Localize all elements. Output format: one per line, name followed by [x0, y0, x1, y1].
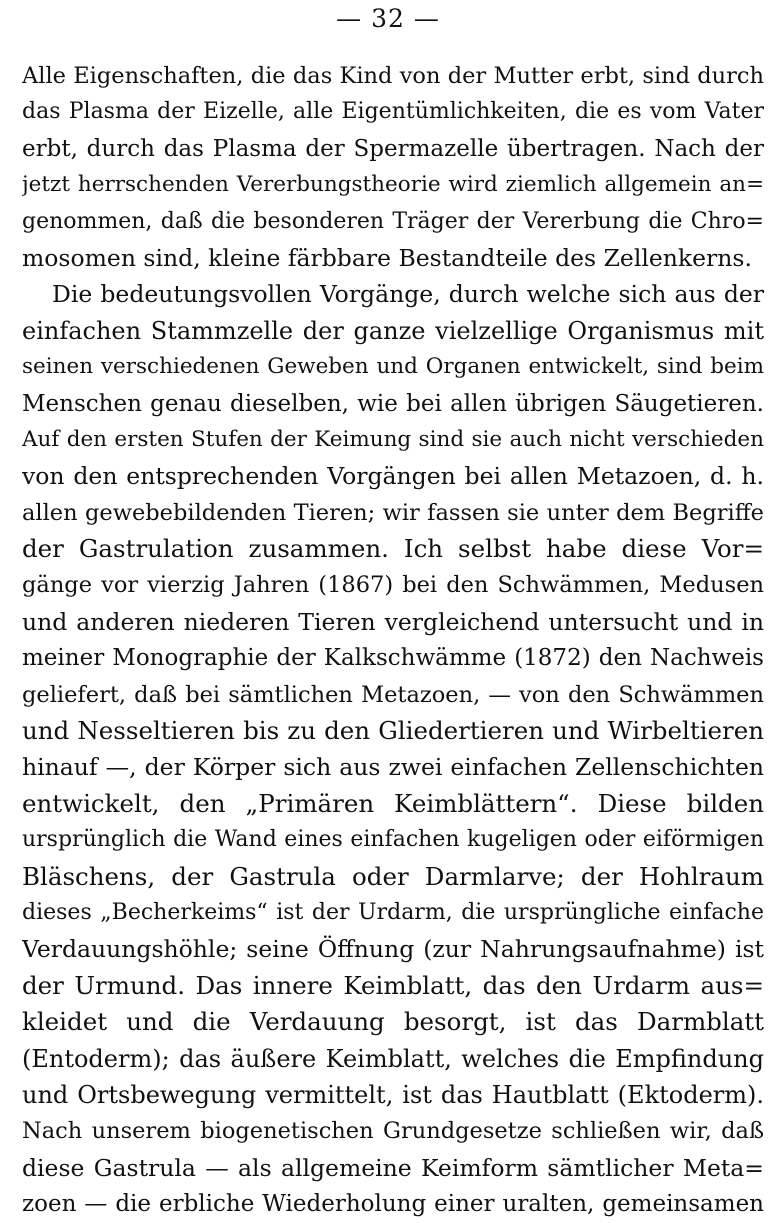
text-line: allen gewebebildenden Tieren; wir fassen sie unter dem Begriffe — [22, 499, 764, 526]
text-line: und Nesseltieren bis zu den Gliedertieren und Wirbeltieren — [22, 716, 764, 746]
text-line: dieses „Becherkeims“ ist der Urdarm, die ursprüngliche einfache — [22, 899, 764, 925]
text-line: und Ortsbewegung vermittelt, ist das Hautblatt (Ektoderm). — [22, 1080, 764, 1109]
text-line: Nach unserem biogenetischen Grundgesetze schließen wir, daß — [22, 1118, 764, 1145]
text-line: einfachen Stammzelle der ganze vielzellige Organismus mit — [22, 316, 764, 345]
text-line: der Gastrulation zusammen. Ich selbst habe diese Vor= — [22, 534, 764, 564]
text-line: Bläschens, der Gastrula oder Darmlarve; der Hohlraum — [22, 861, 764, 891]
text-line: meiner Monographie der Kalkschwämme (1872) den Nachweis — [22, 645, 764, 672]
body-text — [22, 58, 764, 1223]
text-line: (Entoderm); das äußere Keimblatt, welches die Empfindung — [22, 1044, 764, 1073]
text-line: erbt, durch das Plasma der Spermazelle übertragen. Nach der — [22, 135, 764, 162]
text-line: mosomen sind, kleine färbbare Bestandteile des Zellenkerns. — [22, 243, 752, 272]
text-line: entwickelt, den „Primären Keimblättern“. Diese bilden — [22, 788, 764, 818]
text-line: diese Gastrula — als allgemeine Keimform sämtlicher Meta= — [22, 1153, 764, 1182]
text-line: kleidet und die Verdauung besorgt, ist das Darmblatt — [22, 1007, 764, 1037]
text-line: geliefert, daß bei sämtlichen Metazoen, — von den Schwämmen — [22, 681, 764, 708]
text-line: gänge vor vierzig Jahren (1867) bei den Schwämmen, Medusen — [22, 572, 764, 599]
text-line: Verdauungshöhle; seine Öffnung (zur Nahrungsaufnahme) ist — [22, 935, 764, 964]
text-line: und anderen niederen Tieren vergleichend untersucht und in — [22, 607, 764, 636]
text-line: jetzt herrschenden Vererbungstheorie wird ziemlich allgemein an= — [22, 172, 764, 198]
text-line: ursprünglich die Wand eines einfachen kugeligen oder eiförmigen — [22, 827, 764, 853]
text-line: der Urmund. Das innere Keimblatt, das den Urdarm aus= — [22, 970, 764, 1000]
text-line: Auf den ersten Stufen der Keimung sind sie auch nicht verschieden — [22, 426, 764, 452]
text-line: zoen — die erbliche Wiederholung einer uralten, gemeinsamen — [22, 1191, 764, 1218]
text-line: das Plasma der Eizelle, alle Eigentümlichkeiten, die es vom Vater — [22, 99, 764, 125]
text-line: Die bedeutungsvollen Vorgänge, durch welche sich aus der — [52, 280, 764, 309]
text-line: genommen, daß die besonderen Träger der Vererbung die Chro= — [22, 208, 764, 234]
text-line: hinauf —, der Körper sich aus zwei einfachen Zellenschichten — [22, 753, 764, 782]
page-number: — 32 — — [336, 4, 440, 33]
text-line: seinen verschiedenen Geweben und Organen entwickelt, sind beim — [22, 354, 764, 380]
text-line: Alle Eigenschaften, die das Kind von der Mutter erbt, sind durch — [22, 63, 764, 89]
text-line: Menschen genau dieselben, wie bei allen übrigen Säugetieren. — [22, 390, 764, 417]
text-line: von den entsprechenden Vorgängen bei allen Metazoen, d. h. — [22, 462, 764, 491]
